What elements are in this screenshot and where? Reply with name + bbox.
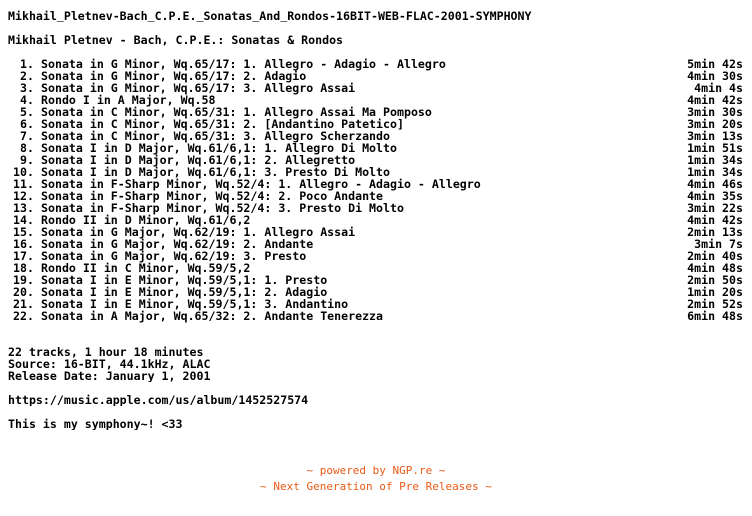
track-title: Sonata I in D Major, Wq.61/6,1: 3. Presto Di Molto [41, 165, 391, 179]
track-title: Sonata in G Minor, Wq.65/17: 1. Allegro - Adagio - Allegro [41, 57, 446, 71]
track-title: Sonata I in E Minor, Wq.59/5,1: 2. Adagio [41, 285, 328, 299]
track-title: Sonata I in D Major, Wq.61/6,1: 1. Allegro Di Molto [41, 141, 397, 155]
track-title: Rondo I in A Major, Wq.58 [41, 93, 216, 107]
track-row [8, 310, 744, 322]
track-title: Sonata in G Major, Wq.62/19: 3. Presto [41, 249, 307, 263]
track-number: 17. [13, 249, 34, 263]
track-title: Sonata in G Minor, Wq.65/17: 3. Allegro Assai [41, 81, 356, 95]
track-duration: 3min 30s [687, 105, 743, 119]
track-title: Sonata in C Minor, Wq.65/31: 1. Allegro Assai Ma Pomposo [41, 105, 432, 119]
spacer [8, 382, 744, 394]
track-title: Sonata in A Major, Wq.65/32: 2. Andante Tenerezza [41, 309, 384, 323]
release-name: Mikhail_Pletnev-Bach_C.P.E._Sonatas_And_Rondos-16BIT-WEB-FLAC-2001-SYMPHONY [8, 10, 532, 22]
track-number: 18. [13, 261, 34, 275]
track-duration: 1min 34s [687, 165, 743, 179]
track-title: Sonata I in E Minor, Wq.59/5,1: 3. Andantino [41, 297, 349, 311]
track-duration: 4min 42s [687, 213, 743, 227]
track-title: Sonata in F-Sharp Minor, Wq.52/4: 1. Allegro - Adagio - Allegro [41, 177, 481, 191]
track-number: 14. [13, 213, 34, 227]
track-title: Sonata in F-Sharp Minor, Wq.52/4: 3. Presto Di Molto [41, 201, 404, 215]
track-number: 1. [20, 57, 34, 71]
track-number: 4. [20, 93, 34, 107]
album-title: Mikhail Pletnev - Bach, C.P.E.: Sonatas & Rondos [8, 34, 344, 46]
album-url: https://music.apple.com/us/album/1452527574 [8, 394, 309, 406]
track-number: 9. [20, 153, 34, 167]
track-number: 20. [13, 285, 34, 299]
track-title: Sonata in C Minor, Wq.65/31: 2. [Andantino Patetico] [41, 117, 404, 131]
track-number: 3. [20, 81, 34, 95]
tagline-footer: ~ Next Generation of Pre Releases ~ [260, 480, 492, 493]
track-title: Rondo II in D Minor, Wq.61/6,2 [41, 213, 251, 227]
track-title: Sonata I in E Minor, Wq.59/5,1: 1. Presto [41, 273, 328, 287]
track-number: 21. [13, 297, 34, 311]
track-title: Sonata in G Minor, Wq.65/17: 2. Adagio [41, 69, 307, 83]
track-number: 13. [13, 201, 34, 215]
track-number: 5. [20, 105, 34, 119]
track-duration: 3min 7s [694, 237, 743, 251]
track-duration: 5min 42s [687, 57, 743, 71]
track-number: 15. [13, 225, 34, 239]
track-title: Sonata in G Major, Wq.62/19: 2. Andante [41, 237, 314, 251]
track-duration: 2min 13s [687, 225, 743, 239]
track-number: 8. [20, 141, 34, 155]
track-duration: 4min 30s [687, 69, 743, 83]
track-duration: 2min 50s [687, 273, 743, 287]
track-duration: 1min 34s [687, 153, 743, 167]
track-duration: 4min 48s [687, 261, 743, 275]
track-duration: 2min 40s [687, 249, 743, 263]
track-number: 6. [20, 117, 34, 131]
track-number: 16. [13, 237, 34, 251]
powered-by-footer: ~ powered by NGP.re ~ [306, 464, 446, 477]
track-number: 11. [13, 177, 34, 191]
spacer [8, 322, 744, 334]
release-note: This is my symphony~! <33 [8, 418, 183, 430]
track-number: 7. [20, 129, 34, 143]
track-duration: 4min 4s [694, 81, 743, 95]
release-date: Release Date: January 1, 2001 [8, 370, 211, 382]
track-duration: 4min 35s [687, 189, 743, 203]
track-duration: 6min 48s [687, 309, 743, 323]
track-title: Sonata in G Major, Wq.62/19: 1. Allegro Assai [41, 225, 356, 239]
track-duration: 3min 20s [687, 117, 743, 131]
track-number: 10. [13, 165, 34, 179]
track-number: 19. [13, 273, 34, 287]
track-duration: 1min 51s [687, 141, 743, 155]
track-title: Sonata I in D Major, Wq.61/6,1: 2. Allegretto [41, 153, 356, 167]
spacer [8, 22, 744, 34]
track-number: 12. [13, 189, 34, 203]
track-duration: 2min 52s [687, 297, 743, 311]
spacer [8, 334, 744, 346]
track-duration: 3min 13s [687, 129, 743, 143]
track-duration: 1min 20s [687, 285, 743, 299]
spacer [8, 406, 744, 418]
tracks-summary: 22 tracks, 1 hour 18 minutes [8, 346, 204, 358]
track-title: Rondo II in C Minor, Wq.59/5,2 [41, 261, 251, 275]
track-title: Sonata in C Minor, Wq.65/31: 3. Allegro Scherzando [41, 129, 391, 143]
track-number: 22. [13, 309, 34, 323]
track-duration: 3min 22s [687, 201, 743, 215]
track-duration: 4min 42s [687, 93, 743, 107]
track-title: Sonata in F-Sharp Minor, Wq.52/4: 2. Poco Andante [41, 189, 384, 203]
tracklist [8, 58, 744, 322]
nfo-document [8, 10, 744, 430]
source-info: Source: 16-BIT, 44.1kHz, ALAC [8, 358, 211, 370]
track-number: 2. [20, 69, 34, 83]
track-duration: 4min 46s [687, 177, 743, 191]
